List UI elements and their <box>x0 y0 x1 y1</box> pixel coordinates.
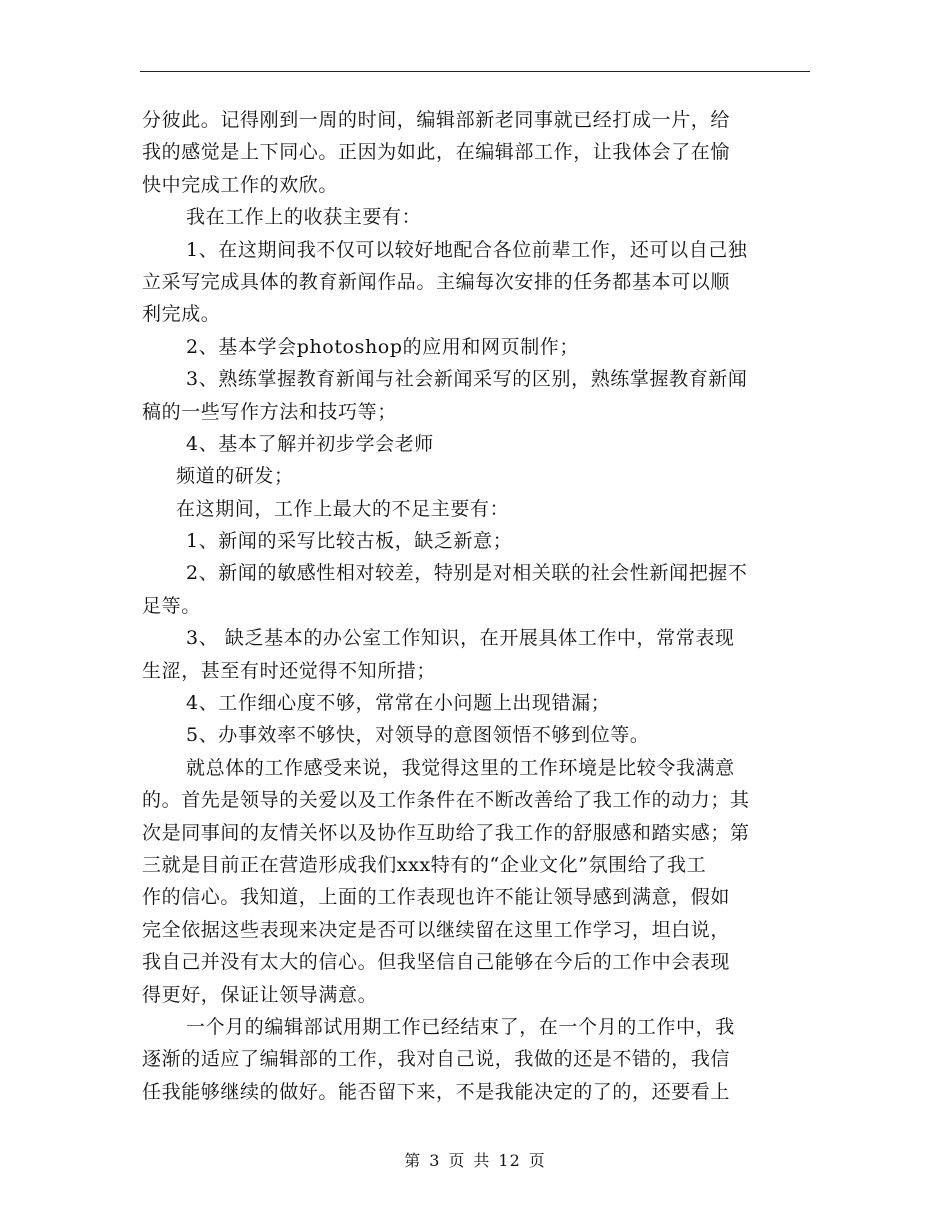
text-line: 利完成。 <box>142 303 221 326</box>
text-line: 就总体的工作感受来说，我觉得这里的工作环境是比较令我满意 <box>186 756 735 779</box>
text-line: 快中完成工作的欢欣。 <box>142 173 339 196</box>
text-line: 1、新闻的采写比较古板，缺乏新意； <box>186 530 513 553</box>
text-line: 逐渐的适应了编辑部的工作，我对自己说，我做的还是不错的，我信 <box>142 1048 731 1071</box>
text-line: 次是同事间的友情关怀以及协作互助给了我工作的舒服感和踏实感；第 <box>142 821 750 844</box>
footer-total-word: 共 <box>473 1151 491 1170</box>
body-text <box>142 104 802 1108</box>
text-line: 在这期间，工作上最大的不足主要有： <box>176 497 510 520</box>
text-line: 3、熟练掌握教育新闻与社会新闻采写的区别，熟练掌握教育新闻 <box>186 368 748 391</box>
text-line: 我在工作上的收获主要有： <box>186 206 422 229</box>
text-line: 频道的研发； <box>176 465 294 488</box>
text-line: 2、基本学会photoshop的应用和网页制作； <box>186 335 579 358</box>
header-rule <box>140 71 810 72</box>
text-line: 得更好，保证让领导满意。 <box>142 983 378 1006</box>
text-line: 完全依据这些表现来决定是否可以继续留在这里工作学习，坦白说， <box>142 918 731 941</box>
text-line: 1、在这期间我不仅可以较好地配合各位前辈工作，还可以自己独 <box>186 238 748 261</box>
text-line: 一个月的编辑部试用期工作已经结束了，在一个月的工作中，我 <box>186 1015 735 1038</box>
footer-prefix: 第 <box>404 1151 422 1170</box>
text-line: 分彼此。记得刚到一周的时间，编辑部新老同事就已经打成一片，给 <box>142 109 731 131</box>
text-line: 足等。 <box>142 594 201 617</box>
footer-suffix: 页 <box>528 1151 546 1170</box>
text-line: 2、新闻的敏感性相对较差，特别是对相关联的社会性新闻把握不 <box>186 562 748 585</box>
text-line: 任我能够继续的做好。能否留下来，不是我能决定的了的，还要看上 <box>142 1080 731 1103</box>
text-line: 生涩，甚至有时还觉得不知所措； <box>142 659 437 682</box>
text-line: 4、基本了解并初步学会老师 <box>186 432 434 455</box>
text-line: 4、工作细心度不够，常常在小问题上出现错漏； <box>186 692 611 715</box>
text-line: 我的感觉是上下同心。正因为如此，在编辑部工作，让我体会了在愉 <box>142 141 731 164</box>
text-line: 3、 缺乏基本的办公室工作知识，在开展具体工作中，常常表现 <box>186 627 735 650</box>
footer-page-word: 页 <box>448 1151 466 1170</box>
text-line: 的。首先是领导的关爱以及工作条件在不断改善给了我工作的动力；其 <box>142 789 750 812</box>
text-line: 稿的一些写作方法和技巧等； <box>142 400 397 423</box>
text-line: 三就是目前正在营造形成我们xxx特有的“企业文化”氛围给了我工 <box>142 853 707 876</box>
footer-current-page: 3 <box>429 1151 441 1170</box>
page-footer <box>0 1151 950 1171</box>
text-line: 立采写完成具体的教育新闻作品。主编每次安排的任务都基本可以顺 <box>142 270 731 293</box>
text-line: 作的信心。我知道，上面的工作表现也许不能让领导感到满意，假如 <box>142 886 731 909</box>
footer-total-pages: 12 <box>498 1151 521 1170</box>
text-line: 5、办事效率不够快，对领导的意图领悟不够到位等。 <box>186 724 650 747</box>
text-line: 我自己并没有太大的信心。但我坚信自己能够在今后的工作中会表现 <box>142 951 731 974</box>
